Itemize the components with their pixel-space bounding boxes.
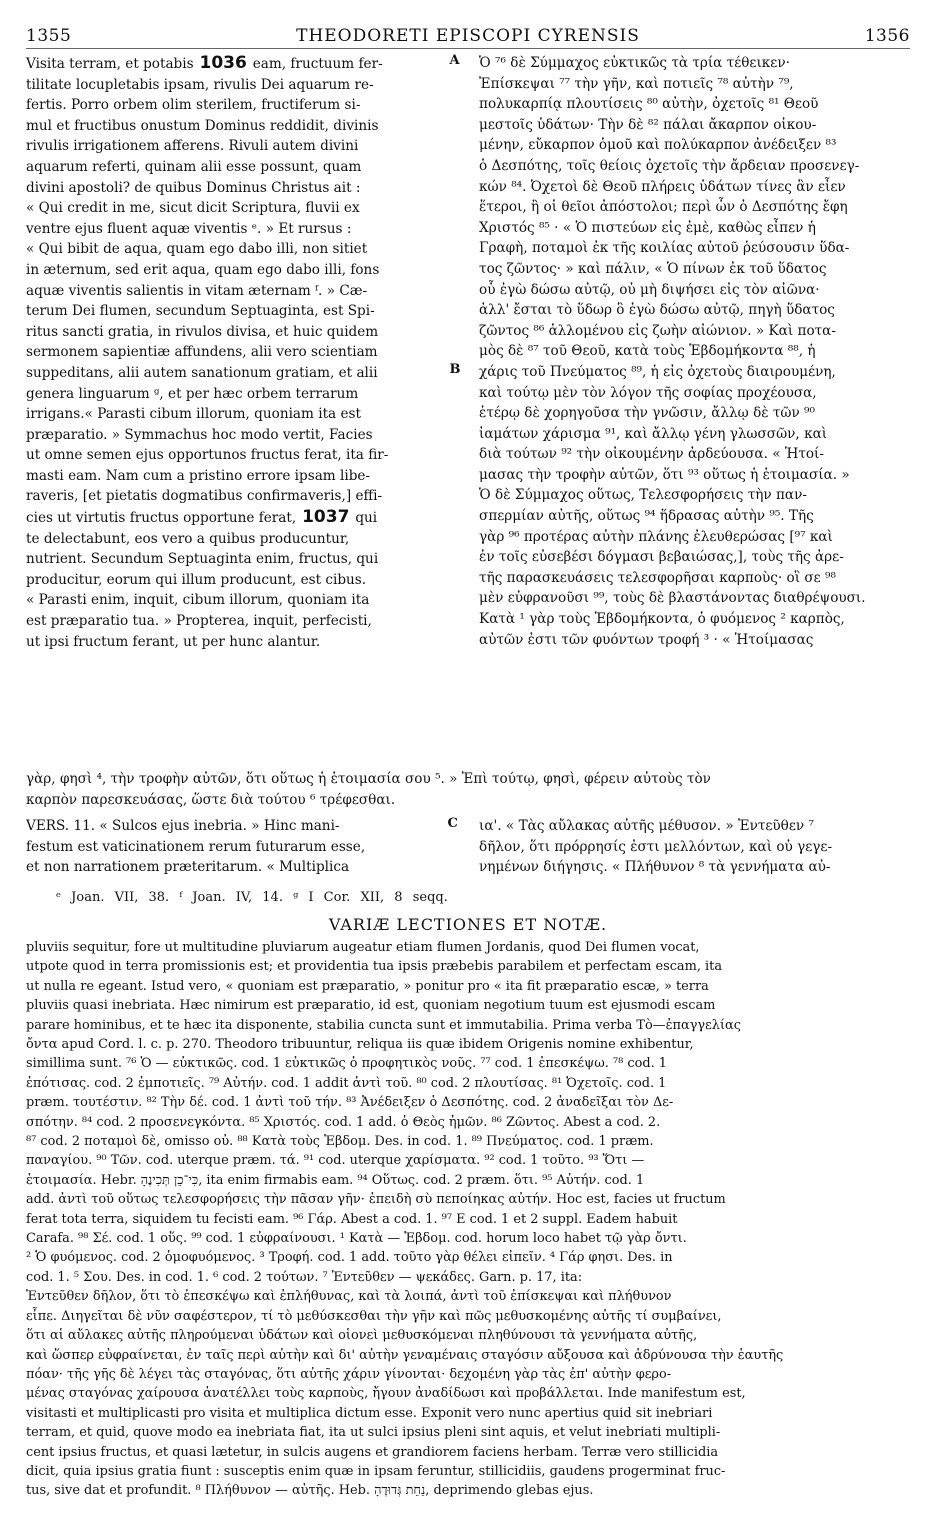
two-column-text — [26, 53, 910, 769]
note-text-line: cent ipsius fructus, et quasi lætetur, in sulcis augens et grandiorem faciens herbam. Terræ vero stillicidia — [26, 1444, 719, 1460]
page-number-left: 1355 — [26, 26, 72, 46]
greek-text-line: μένην, εὔκαρπον ὁμοῦ καὶ πολύκαρπον ἀνέδειξεν ⁸³ — [479, 137, 837, 154]
greek-text-line: τος ζῶντος· » καὶ πάλιν, « Ὁ πίνων ἐκ τοῦ ὕδατος — [479, 260, 827, 277]
greek-text-line: οὗ ἐγὼ δώσω αὐτῷ, οὐ μὴ διψήσει εἰς τὸν αἰῶνα· — [479, 281, 820, 298]
latin-text-line: sermonem sapientiæ affundens, alii vero scientiam — [26, 344, 378, 361]
latin-text-line: Visita terram, et potabis 1036 eam, fructuum fer- — [26, 53, 383, 73]
note-text-line: παναγίου. ⁹⁰ Τῶν. cod. uterque præm. τά. ⁹¹ cod. uterque χαρίσματα. ⁹² cod. 1 τοῦτο. ⁹³ Ὅτι — — [26, 1153, 645, 1169]
greek-text-line: ζῶντος ⁸⁶ ἁλλομένου εἰς ζωὴν αἰώνιον. » Καὶ ποτα- — [479, 322, 836, 339]
greek-text-line: χάρις τοῦ Πνεύματος ⁸⁹, ἡ εἰς ὀχετοὺς διαιρουμένη, — [479, 363, 836, 380]
greek-text-line: δῆλον, ὅτι πρόρρησίς ἐστι μελλόντων, καὶ οὐ γεγε- — [479, 838, 833, 855]
note-text-line: visitasti et multiplicasti pro visita et multiplica dictum esse. Exponit vero nunc apertius quid sit inebriari — [26, 1405, 713, 1421]
migne-column-marker-1037: 1037 — [296, 507, 356, 528]
note-text-line: pluviis sequitur, fore ut multitudine pluviarum augeatur etiam flumen Jordanis, quod Dei flumen vocat, — [26, 939, 700, 955]
latin-text-line: mul et fructibus onustum Dominus reddidit, divinis — [26, 117, 379, 134]
note-text-line: ὅτι αἱ αὔλακες αὐτῆς πληρούμεναι ὑδάτων καὶ οἱονεὶ μεθυσκόμεναι πληθύνουσι τὰ γεννήματα αὐτῆς, — [26, 1328, 698, 1344]
note-text-line: dicit, quia ipsius gratia fiunt : susceptis enim quæ in ipsam feruntur, stillicidiis, gaudens progerminat fruc- — [26, 1463, 726, 1479]
latin-text-line: ventre ejus fluent aquæ viventis ᵉ. » Et rursus : — [26, 220, 352, 237]
note-text-line: ut nulla re egeant. Istud vero, « quoniam est præparatio, » ponitur pro « ita fit præparatio escæ, » terra — [26, 978, 709, 994]
latin-text-line: « Qui credit in me, sicut dicit Scriptura, fluvii ex — [26, 200, 360, 217]
note-text-line: πόαν· τῆς γῆς δὲ λέγει τὰς σταγόνας, ὅτι αὐτῆς χάριν γίνονται· δεχομένη γὰρ τὰς ἐπ' αὐτὴν φερο- — [26, 1366, 672, 1382]
greek-text-line: ἕτεροι, ἢ οἱ θεῖοι ἀπόστολοι; περὶ ὧν ὁ Δεσπότης ἔφη — [479, 199, 848, 216]
note-text-line: ferat tota terra, siquidem tu fecisti eam. ⁹⁶ Γάρ. Abest a cod. 1. ⁹⁷ E cod. 1 et 2 suppl. Eadem habuit — [26, 1211, 678, 1227]
section-mark-c: C — [447, 816, 458, 832]
latin-text-line: et non narrationem præteritarum. « Multiplica — [26, 859, 350, 876]
latin-text-line: aquarum referti, quinam alii esse possunt, quam — [26, 158, 362, 175]
note-text-line: Carafa. ⁹⁸ Σέ. cod. 1 οὕς. ⁹⁹ cod. 1 εὐφραίνουσι. ¹ Κατὰ — Ἑβδομ. cod. horum loco habet τῷ γὰρ ὄντι. — [26, 1231, 687, 1247]
latin-text-line: « Qui bibit de aqua, quam ego dabo illi, non sitiet — [26, 241, 368, 258]
note-text-line: ² Ὁ φυόμενος. cod. 2 ὁμοφυόμενος. ³ Τροφή. cod. 1 add. τοῦτο γὰρ θέλει εἰπεῖν. ⁴ Γάρ φησι. Des. in — [26, 1250, 673, 1266]
latin-text-line: masti eam. Nam cum a pristino errore ipsam libe- — [26, 467, 371, 484]
note-text-line: add. ἀντὶ τοῦ οὕτως τελεσφορήσεις τὴν πᾶσαν γῆν· ἐπειδὴ σὺ πεποίηκας αὐτήν. Hoc est, facies ut fructum — [26, 1192, 726, 1208]
latin-text-fragment: eam, fructuum fer- — [252, 56, 383, 72]
latin-text-line: cies ut virtutis fructus opportune ferat, 1037 qui — [26, 507, 378, 528]
verse-11-latin — [26, 816, 448, 878]
greek-text-line: ἑτέρῳ δὲ χορηγοῦσα τὴν γνῶσιν, ἄλλῳ δὲ τῶν ⁹⁰ — [479, 405, 815, 422]
greek-text-line: γὰρ, φησὶ ⁴, τὴν τροφὴν αὐτῶν, ὅτι οὕτως ἡ ἑτοιμασία σου ⁵. » Ἐπὶ τούτῳ, φησὶ, φέρειν αὐτοὺς τὸν — [26, 771, 711, 787]
note-text-line: terram, et quid, quove modo ea inebriata fiat, ita ut sulci ipsius pleni sint aquis, et velut inebriati multipli- — [26, 1425, 721, 1441]
note-text-line: tus, sive dat et profundit. ⁸ Πλήθυνον — αὐτῆς. Heb. נַחֵת גְּדוּדֶהָ, deprimendo glebas ejus. — [26, 1483, 594, 1499]
note-text-line: Ἐντεῦθεν δῆλον, ὅτι τὸ ἐπεσκέψω καὶ ἐπλήθυνας, καὶ τὰ λοιπά, ἀντὶ τοῦ ἐπίσκεψαι καὶ πλήθυνον — [26, 1289, 672, 1305]
latin-text-fragment: qui — [355, 510, 378, 527]
latin-text-line: irrigans.« Parasti cibum illorum, quoniam ita est — [26, 406, 361, 423]
latin-text-line: rivulis irrigationem afferens. Rivuli autem divini — [26, 138, 359, 155]
section-mark-b: B — [449, 362, 461, 377]
greek-text-line: διὰ τούτων ⁹² τὴν οἰκουμένην ἀρδεύουσα. « Ἡτοί- — [479, 446, 824, 463]
note-text-line: μένας σταγόνας χαίρουσα ἀνατέλλει τοὺς καρποὺς, ἤγουν ἀναδίδωσι καὶ προβάλλεται. Inde manifestum est, — [26, 1386, 746, 1402]
greek-text-line: ἀλλ' ἔσται τὸ ὕδωρ ὃ ἐγὼ δώσω αὐτῷ, πηγὴ ὕδατος — [479, 302, 835, 319]
migne-column-marker-1036: 1036 — [193, 53, 253, 73]
greek-text-line: ἰαμάτων χάρισμα ⁹¹, καὶ ἄλλῳ γένη γλωσσῶν, καὶ — [479, 425, 828, 442]
greek-text-line: νημένων διήγησις. « Πλήθυνον ⁸ τὰ γεννήματα αὐ- — [479, 859, 831, 876]
latin-text-line: est præparatio tua. » Propterea, inquit, perfecisti, — [26, 613, 372, 630]
latin-text-line: suppeditans, alii autem sanationum gratiam, et alii — [26, 364, 378, 381]
verse-11-greek — [465, 816, 910, 878]
page-number-right: 1356 — [864, 26, 910, 46]
latin-text-line: fertis. Porro orbem olim sterilem, fructiferum si- — [26, 97, 361, 114]
greek-text-line: Ὁ ⁷⁶ δὲ Σύμμαχος εὐκτικῶς τὰ τρία τέθεικεν· — [479, 55, 790, 71]
running-header — [26, 26, 910, 49]
latin-text-line: festum est vaticinationem rerum futurarum esse, — [26, 838, 366, 855]
note-text-line: ⁸⁷ cod. 2 ποταμοὶ δὲ, omisso οὐ. ⁸⁸ Κατὰ τοὺς Ἑβδομ. Des. in cod. 1. ⁸⁹ Πνεύματος. cod. 1 præm. — [26, 1134, 654, 1150]
latin-text-line: ritus sancti gratia, in rivulos divisa, et huic quidem — [26, 323, 379, 340]
verse-11-block — [26, 816, 910, 878]
note-text-line: ἐπότισας. cod. 2 ἐμποτιεῖς. ⁷⁹ Αὐτήν. cod. 1 addit ἀντὶ τοῦ. ⁸⁰ cod. 2 πλουτίσας. ⁸¹ Ὀχετοῖς. cod. 1 — [26, 1075, 667, 1091]
note-text-line: ἑτοιμασία. Hebr. כִּי־כֵן תְּכִינֶהָ, ita enim firmabis eam. ⁹⁴ Οὕτως. cod. 2 præm. ὅτι. ⁹⁵ Αὐτήν. cod. 1 — [26, 1172, 645, 1188]
greek-text-line: σπερμίαν αὐτῆς, οὕτως ⁹⁴ ἥδρασας αὐτὴν ⁹⁵. Τῆς — [479, 508, 814, 525]
greek-text-line: ὁ Δεσπότης, τοῖς θείοις ὀχετοῖς τὴν ἄρδειαν προσενεγ- — [479, 157, 860, 174]
greek-text-line: μασας τὴν τροφὴν αὐτῶν, ὅτι ⁹³ οὕτως ἡ ἑτοιμασία. » — [479, 466, 850, 483]
greek-text-line: Χριστός ⁸⁵ · « Ὁ πιστεύων εἰς ἐμὲ, καθὼς εἶπεν ἡ — [479, 219, 816, 236]
latin-text-line: tilitate locupletabis ipsam, rivulis Dei aquarum re- — [26, 76, 374, 93]
latin-text-line: raveris, [et pietatis dogmatibus confirmaveris,] effi- — [26, 488, 383, 505]
latin-text-line: præparatio. » Symmachus hoc modo vertit, Facies — [26, 426, 373, 443]
page-title: THEODORETI EPISCOPI CYRENSIS — [296, 26, 640, 46]
note-text-line: pluviis quasi inebriata. Hæc nimirum est præparatio, id est, quoniam negotium tuum est ejusmodi escam — [26, 998, 716, 1014]
scripture-footnotes: ᵉ Joan. VII, 38. ᶠ Joan. IV, 14. ᵍ I Cor. XII, 8 seqq. — [56, 889, 448, 905]
latin-column — [26, 53, 448, 769]
greek-text-line: καρπὸν παρεσκευάσας, ὥστε διὰ τούτου ⁶ τρέφεσθαι. — [26, 791, 396, 808]
section-mark-a: A — [449, 53, 460, 68]
greek-text-line: πολυκαρπίᾳ πλουτίσεις ⁸⁰ αὐτὴν, ὀχετοῖς ⁸¹ Θεοῦ — [479, 96, 819, 113]
greek-text-line: αὐτῶν ἐστι τῶν φυόντων τροφή ³ · « Ἡτοίμασας — [479, 631, 814, 648]
latin-text-line: VERS. 11. « Sulcos ejus inebria. » Hinc mani- — [26, 818, 340, 835]
greek-text-line: Γραφὴ, ποταμοὶ ἐκ τῆς κοιλίας αὐτοῦ ῥεύσουσιν ὕδα- — [479, 240, 850, 257]
note-text-line: εἶπε. Διηγεῖται δὲ νῦν σαφέστερον, τί τὸ μεθύσκεσθαι τὴν γῆν καὶ πῶς μεθυσκομένης αὐτῆς τί συμβαίνει, — [26, 1308, 722, 1324]
greek-text-line: Κατὰ ¹ γὰρ τοὺς Ἑβδομήκοντα, ὁ φυόμενος ² καρπὸς, — [479, 611, 845, 628]
greek-text-line: μὲν εὐφρανοῦσι ⁹⁹, τοὺς δὲ βλαστάνοντας διαθρέψουσι. — [479, 590, 866, 607]
greek-text-line: ια'. « Τὰς αὔλακας αὐτῆς μέθυσον. » Ἐντεῦθεν ⁷ — [479, 818, 814, 835]
variant-readings-notes — [26, 938, 910, 1501]
note-text-line: cod. 1. ⁵ Σου. Des. in cod. 1. ⁶ cod. 2 τούτων. ⁷ Ἐντεῦθεν — ψεκάδες. Garn. p. 17, ita: — [26, 1269, 583, 1285]
latin-text-line: divini apostoli? de quibus Dominus Christus ait : — [26, 179, 361, 196]
latin-text-line: genera linguarum ᵍ, et per hæc orbem terrarum — [26, 385, 359, 402]
note-text-line: præm. τουτέστιν. ⁸² Τὴν δέ. cod. 1 ἀντὶ τοῦ τήν. ⁸³ Ἀνέδειξεν ὁ Δεσπότης. cod. 2 ἀναδεῖξαι τὸν Δε- — [26, 1095, 674, 1111]
latin-text-line: nutrient. Secundum Septuaginta enim, fructus, qui — [26, 551, 379, 568]
greek-text-line: μὸς δὲ ⁸⁷ τοῦ Θεοῦ, κατὰ τοὺς Ἑβδομήκοντα ⁸⁸, ἡ — [479, 343, 816, 360]
note-text-line: simillima sunt. ⁷⁶ Ὁ — εὐκτικῶς. cod. 1 εὐκτικῶς ὁ προφητικὸς νοῦς. ⁷⁷ cod. 1 ἐπεσκέψω. ⁷⁸ cod. 1 — [26, 1056, 667, 1072]
latin-text-line: « Parasti enim, inquit, cibum illorum, quoniam ita — [26, 592, 370, 609]
latin-text-line: te delectabunt, eos vero a quibus producuntur, — [26, 530, 350, 547]
greek-text-line: τῆς παρασκευάσεις τελεσφορῆσαι καρποὺς· οἳ σε ⁹⁸ — [479, 569, 836, 586]
greek-text-line: Ἐπίσκεψαι ⁷⁷ τὴν γῆν, καὶ ποτιεῖς ⁷⁸ αὐτὴν ⁷⁹, — [479, 75, 794, 92]
latin-text-line: ut omne semen ejus opportunos fructus ferat, ita fir- — [26, 447, 389, 464]
greek-text-line: ἐν τοῖς εὐσεβέσι δόγμασι βεβαιώσας,], τοὺς τῆς ἀρε- — [479, 549, 844, 566]
latin-text-line: terum Dei flumen, secundum Septuaginta, est Spi- — [26, 303, 375, 320]
notes-heading: VARIÆ LECTIONES ET NOTÆ. — [328, 914, 608, 934]
note-text-line: parare hominibus, et te hæc ita disponente, stabilia cuncta sunt et immutabilia. Prima verba Τὸ—ἐπαγγελίας — [26, 1017, 741, 1033]
note-text-line: σπότην. ⁸⁴ cod. 2 προσενεγκόντα. ⁸⁵ Χριστός. cod. 1 add. ὁ Θεὸς ἡμῶν. ⁸⁶ Ζῶντος. Abest a cod. 2. — [26, 1114, 661, 1130]
greek-text-line: Ὁ δὲ Σύμμαχος οὕτως, Τελεσφορήσεις τὴν παν- — [479, 487, 807, 504]
note-text-line: ὄντα apud Cord. l. c. p. 270. Theodoro tribuuntur, reliqua iis quæ ibidem Origenis nomine exhibentur, — [26, 1037, 694, 1052]
full-width-greek-text — [26, 769, 910, 810]
greek-text-line: κών ⁸⁴. Ὀχετοὶ δὲ Θεοῦ πλήρεις ὑδάτων τίνες ἂν εἶεν — [479, 178, 846, 195]
note-text-line: καὶ ὥσπερ εὐφραίνεται, ἐν ταῖς περὶ αὐτὴν καὶ δι' αὐτὴν γεναμέναις σταγόσιν αὔξουσα καὶ ἀδρύνουσα τὴν ἑαυτῆς — [26, 1347, 784, 1363]
note-text-line: utpote quod in terra promissionis est; et providentia tua ipsis præbebis parabilem et perfectam escam, ita — [26, 959, 723, 975]
greek-text-line: γὰρ ⁹⁶ προτέρας αὐτὴν πλάνης ἐλευθερώσας [⁹⁷ καὶ — [479, 528, 833, 545]
greek-text-line: μεστοῖς ὑδάτων· Τὴν δὲ ⁸² πάλαι ἄκαρπον οἰκου- — [479, 116, 817, 133]
latin-text-line: aquæ viventis salientis in vitam æternam ᶠ. » Cæ- — [26, 282, 368, 299]
column-section-marks — [448, 53, 466, 769]
latin-text-line: ut ipsi fructum ferant, ut per hunc alantur. — [26, 633, 321, 650]
greek-column — [465, 53, 910, 769]
latin-text-line: producitur, eorum qui illum producunt, est cibus. — [26, 571, 367, 588]
greek-text-line: καὶ τούτῳ μὲν τὸν λόγον τῆς σοφίας προχέουσα, — [479, 384, 817, 401]
latin-text-line: in æternum, sed erit aqua, quam ego dabo illi, fons — [26, 261, 380, 278]
